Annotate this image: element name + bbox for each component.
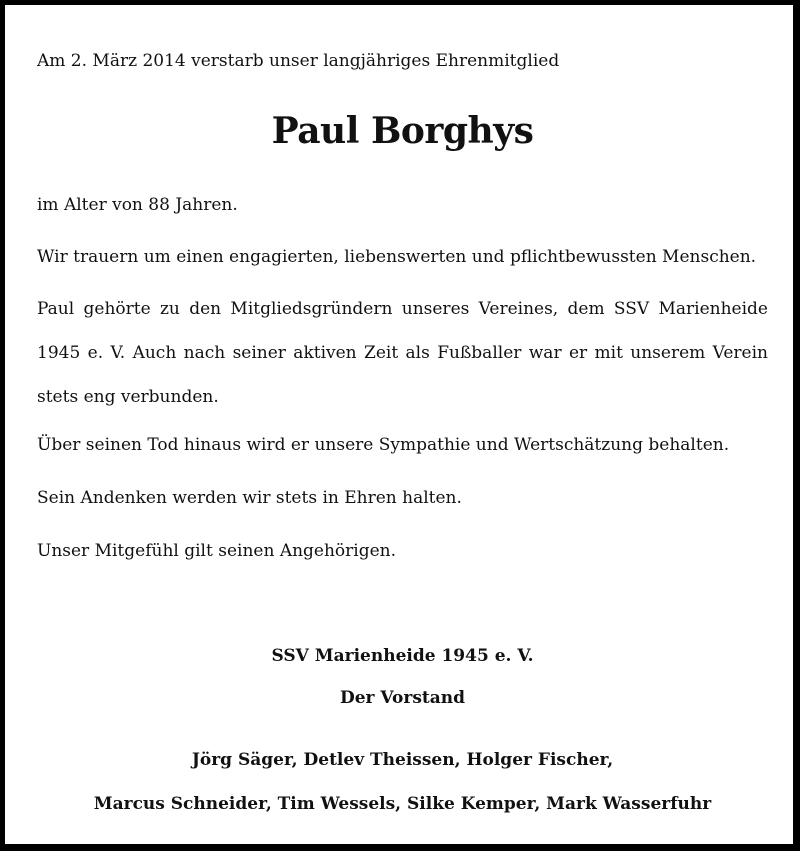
paragraph-club-history: Paul gehörte zu den Mitgliedsgründern unseres Vereines, dem SSV Marienheide 1945 e. V. Auch nach seiner aktiven Zeit als Fußballer war er mit unserem Verein stets eng verbunden.: [37, 299, 768, 407]
intro-line: Am 2. März 2014 verstarb unser langjähriges Ehrenmitglied: [37, 51, 560, 71]
paragraph-condolence: Unser Mitgefühl gilt seinen Angehörigen.: [37, 541, 397, 561]
paragraph-remembrance: Sein Andenken werden wir stets in Ehren halten.: [37, 488, 462, 508]
board-label: Der Vorstand: [339, 688, 466, 708]
signatories-line-1: Jörg Säger, Detlev Theissen, Holger Fischer,: [191, 750, 614, 770]
club-name: SSV Marienheide 1945 e. V.: [271, 646, 534, 666]
paragraph-sympathy: Über seinen Tod hinaus wird er unsere Sympathie und Wertschätzung behalten.: [37, 435, 730, 455]
signatories-line-2: Marcus Schneider, Tim Wessels, Silke Kemper, Mark Wasserfuhr: [93, 794, 712, 814]
paragraph-mourning: Wir trauern um einen engagierten, liebenswerten und pflichtbewussten Menschen.: [37, 247, 757, 267]
deceased-name: Paul Borghys: [271, 110, 534, 152]
age-line: im Alter von 88 Jahren.: [37, 195, 238, 215]
